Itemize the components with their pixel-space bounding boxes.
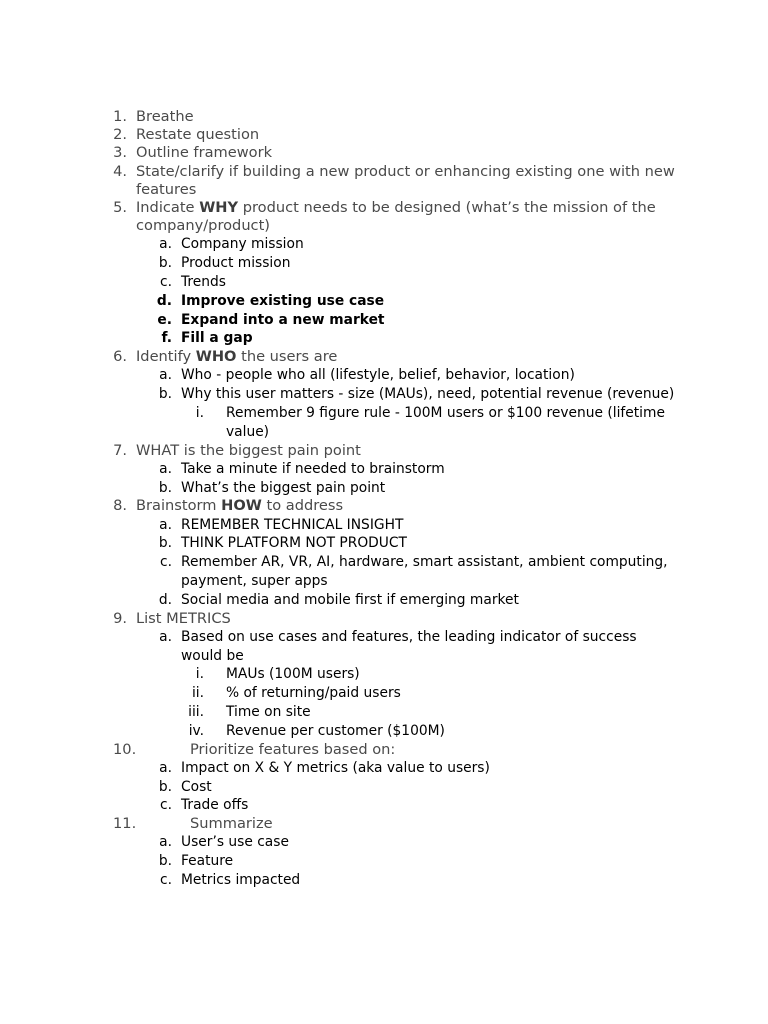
list-marker: c. xyxy=(160,554,172,571)
list-item-level-3 xyxy=(0,404,768,442)
list-marker: 5. xyxy=(113,199,127,217)
list-item-level-3 xyxy=(0,703,768,722)
list-item-level-2 xyxy=(0,311,768,330)
list-item-text: WHAT is the biggest pain point xyxy=(136,441,361,459)
list-item-text: Summarize xyxy=(190,815,273,833)
list-item-level-2 xyxy=(0,329,768,348)
list-item-level-2 xyxy=(0,254,768,273)
list-item-level-1 xyxy=(0,144,768,162)
list-item-text: Outline framework xyxy=(136,144,273,162)
list-marker: c. xyxy=(160,797,172,814)
list-marker xyxy=(0,741,146,759)
list-marker: 1. xyxy=(113,108,127,125)
list-item-level-3 xyxy=(0,722,768,741)
list-item-level-2 xyxy=(0,796,768,815)
list-item-level-1 xyxy=(0,741,768,759)
list-item-text: Social media and mobile first if emerging market xyxy=(181,591,519,608)
list-item-level-1 xyxy=(0,108,768,126)
list-marker: i. xyxy=(195,666,204,683)
list-marker: c. xyxy=(160,871,172,888)
list-item-level-2 xyxy=(0,852,768,871)
list-marker: b. xyxy=(158,535,172,552)
list-marker: b. xyxy=(158,778,172,795)
emphasis-text: WHY xyxy=(199,199,239,217)
list-item-level-2 xyxy=(0,628,768,666)
list-item-text: Trade offs xyxy=(181,797,249,814)
list-item-level-2 xyxy=(0,366,768,385)
list-marker: d. xyxy=(158,591,172,608)
list-item-text: Restate question xyxy=(136,126,260,144)
list-item-level-2 xyxy=(0,591,768,610)
list-item-level-1 xyxy=(0,497,768,515)
list-item-level-1 xyxy=(0,126,768,144)
list-marker: ii. xyxy=(191,685,204,702)
list-item-text: Identify WHO the users are xyxy=(136,348,338,366)
list-marker: d. xyxy=(156,292,172,309)
list-item-level-2 xyxy=(0,292,768,311)
list-item-text: Cost xyxy=(181,778,212,795)
list-item-text: % of returning/paid users xyxy=(226,685,401,702)
list-marker: 8. xyxy=(113,497,127,515)
list-item-level-2 xyxy=(0,460,768,479)
list-marker: 9. xyxy=(113,609,127,627)
list-item-level-1 xyxy=(0,815,768,833)
list-item-text: Time on site xyxy=(226,703,311,720)
list-marker: 3. xyxy=(113,144,127,162)
list-marker: f. xyxy=(161,330,172,347)
list-item-text: Revenue per customer ($100M) xyxy=(226,722,445,739)
list-item-text: MAUs (100M users) xyxy=(226,666,360,683)
list-item-text: THINK PLATFORM NOT PRODUCT xyxy=(181,535,407,552)
list-item-text: Trends xyxy=(181,274,226,291)
list-marker: a. xyxy=(159,628,172,645)
list-item-text: Metrics impacted xyxy=(181,871,301,888)
list-marker: a. xyxy=(159,834,172,851)
list-item-text: What’s the biggest pain point xyxy=(181,479,386,496)
list-marker: 4. xyxy=(113,162,127,180)
list-item-text: State/clarify if building a new product or enhancing existing one with new features xyxy=(136,162,675,198)
list-item-level-1 xyxy=(0,442,768,460)
list-marker: a. xyxy=(159,367,172,384)
list-item-text: User’s use case xyxy=(181,834,289,851)
list-item-text: Remember 9 figure rule - 100M users or $100 revenue (lifetime value) xyxy=(226,405,665,440)
list-item-level-2 xyxy=(0,273,768,292)
list-item-text: Take a minute if needed to brainstorm xyxy=(181,460,445,477)
list-item-level-3 xyxy=(0,684,768,703)
list-marker: a. xyxy=(159,236,172,253)
list-item-text: Company mission xyxy=(181,236,304,253)
list-item-text: Fill a gap xyxy=(181,330,253,347)
list-item-text: Brainstorm HOW to address xyxy=(136,497,344,515)
list-item-level-1 xyxy=(0,163,768,199)
list-item-text: Based on use cases and features, the leading indicator of success would be xyxy=(181,628,637,664)
list-marker: 6. xyxy=(113,348,127,366)
list-item-text: REMEMBER TECHNICAL INSIGHT xyxy=(181,516,404,533)
list-item-text: Feature xyxy=(181,853,234,870)
list-item-level-2 xyxy=(0,516,768,535)
list-item-level-1 xyxy=(0,199,768,235)
outline-list xyxy=(0,108,768,890)
list-item-level-2 xyxy=(0,778,768,797)
list-item-level-2 xyxy=(0,235,768,254)
list-marker: a. xyxy=(159,759,172,776)
list-item-text: Why this user matters - size (MAUs), need, potential revenue (revenue) xyxy=(181,386,675,403)
list-item-text: Expand into a new market xyxy=(181,311,385,328)
list-marker: b. xyxy=(158,386,172,403)
list-marker: b. xyxy=(158,255,172,272)
list-marker: b. xyxy=(158,853,172,870)
list-item-level-1 xyxy=(0,610,768,628)
list-marker: 7. xyxy=(113,441,127,459)
list-marker-text: 11. xyxy=(113,815,137,833)
list-item-level-2 xyxy=(0,759,768,778)
list-item-text: Indicate WHY product needs to be designed (what’s the mission of the company/product) xyxy=(136,199,656,235)
list-item-level-2 xyxy=(0,479,768,498)
list-marker: a. xyxy=(159,460,172,477)
list-marker-text: 10. xyxy=(113,740,137,758)
list-item-text: Impact on X & Y metrics (aka value to users) xyxy=(181,759,490,776)
list-item-text: Product mission xyxy=(181,255,291,272)
list-item-level-2 xyxy=(0,833,768,852)
list-marker: b. xyxy=(158,479,172,496)
list-marker: iii. xyxy=(188,703,204,720)
list-item-text: Who - people who all (lifestyle, belief, behavior, location) xyxy=(181,367,575,384)
list-item-level-2 xyxy=(0,871,768,890)
list-marker: i. xyxy=(195,405,204,421)
list-marker: e. xyxy=(157,311,172,328)
list-item-text: Breathe xyxy=(136,108,194,125)
list-marker: c. xyxy=(160,274,172,291)
list-marker: 2. xyxy=(113,126,127,144)
list-marker: a. xyxy=(159,516,172,533)
list-item-level-2 xyxy=(0,534,768,553)
list-item-text: Remember AR, VR, AI, hardware, smart assistant, ambient computing, payment, super apps xyxy=(181,554,668,589)
list-marker xyxy=(0,815,146,833)
emphasis-text: HOW xyxy=(221,497,262,515)
list-marker: iv. xyxy=(188,722,204,739)
list-item-level-3 xyxy=(0,665,768,684)
list-item-text: Prioritize features based on: xyxy=(190,740,396,758)
list-item-level-1 xyxy=(0,348,768,366)
list-item-text: List METRICS xyxy=(136,609,231,627)
emphasis-text: WHO xyxy=(195,348,237,366)
list-item-level-2 xyxy=(0,553,768,591)
list-item-text: Improve existing use case xyxy=(181,292,385,309)
list-item-level-2 xyxy=(0,385,768,404)
